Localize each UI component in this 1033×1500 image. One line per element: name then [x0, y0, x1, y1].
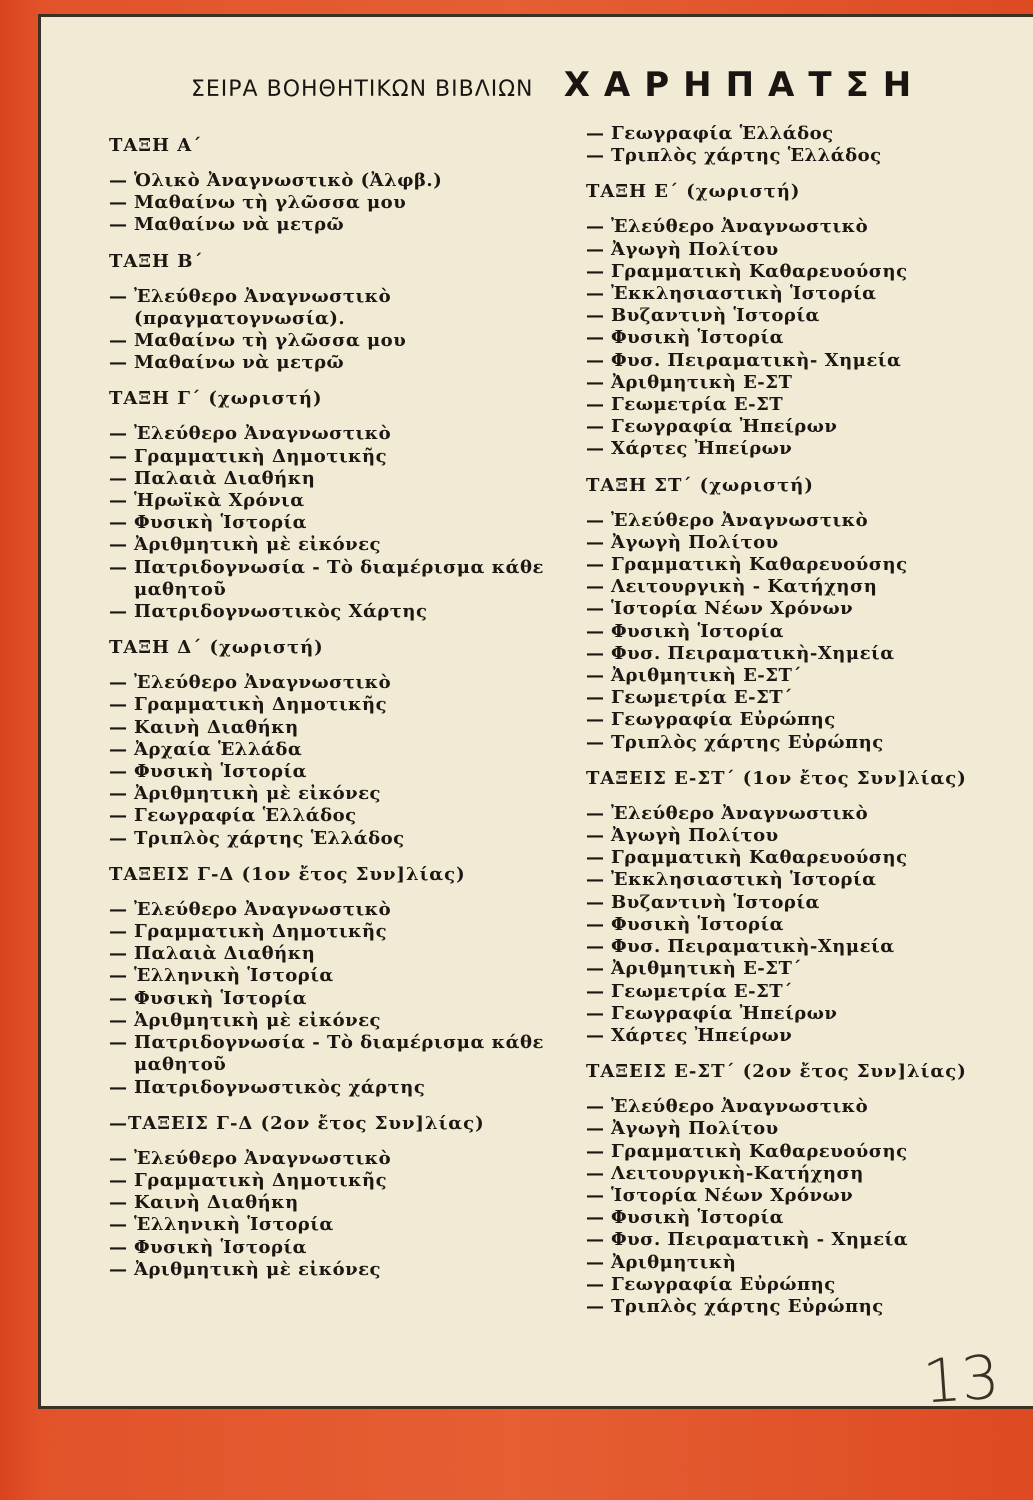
book-title: Γραμματικὴ Δημοτικῆς	[134, 694, 388, 716]
book-item	[109, 694, 569, 716]
book-title: Ἀριθμητικὴ μὲ εἰκόνες	[134, 1009, 382, 1031]
left-column	[109, 123, 569, 1295]
book-list	[586, 1096, 1026, 1318]
catalog-page	[38, 14, 1033, 1409]
book-item	[586, 1163, 1026, 1185]
book-item	[586, 1025, 1026, 1047]
grade-d-section	[109, 637, 569, 850]
book-item	[109, 1032, 569, 1076]
list-dash: —	[586, 1273, 605, 1295]
list-dash: —	[586, 1140, 605, 1162]
book-title: Ὁλικὸ Ἀναγνωστικὸ (Ἀλφβ.)	[134, 170, 443, 191]
book-item	[109, 1010, 569, 1032]
list-dash: —	[586, 509, 605, 531]
book-item	[586, 261, 1026, 283]
list-dash: —	[586, 1096, 605, 1118]
grade-b-section	[109, 251, 569, 375]
section-title: ΤΑΞΕΙΣ Ε-ΣΤ΄ (2ον ἔτος Συν]λίας)	[586, 1061, 967, 1083]
list-dash: —	[586, 1229, 605, 1251]
book-item	[109, 899, 569, 921]
book-item	[109, 761, 569, 783]
list-dash: —	[586, 1295, 605, 1317]
book-title: Ἀγωγὴ Πολίτου	[611, 531, 779, 553]
book-item	[586, 732, 1026, 754]
book-item	[109, 601, 569, 623]
list-dash: —	[109, 285, 128, 307]
list-dash: —	[586, 371, 605, 393]
book-item	[586, 283, 1026, 305]
list-dash: —	[586, 598, 605, 620]
book-item	[109, 783, 569, 805]
book-title: Ἀγωγὴ Πολίτου	[611, 1118, 779, 1140]
book-title: Βυζαντινὴ Ἱστορία	[611, 891, 820, 913]
book-title: Ἀριθμητικὴ Ε-ΣΤ΄	[611, 958, 802, 980]
list-dash: —	[586, 642, 605, 664]
book-item	[109, 921, 569, 943]
book-title: Φυσικὴ Ἱστορία	[134, 987, 308, 1009]
book-item	[109, 214, 569, 236]
book-title: Ἀριθμητικὴ μὲ εἰκόνες	[134, 1258, 382, 1280]
list-dash: —	[109, 1147, 128, 1169]
book-item	[586, 1207, 1026, 1229]
book-item	[109, 170, 569, 192]
book-item	[109, 423, 569, 445]
book-title: Γεωγραφία Ἠπείρων	[611, 416, 838, 438]
list-dash: —	[586, 936, 605, 958]
book-title: Πατριδογνωσία - Τὸ διαμέρισμα κάθε μαθητοῦ	[134, 556, 544, 600]
list-dash: —	[586, 283, 605, 305]
section-title: ΤΑΞΗ Ε΄ (χωριστή)	[586, 181, 801, 203]
book-title: Μαθαίνω νὰ μετρῶ	[134, 214, 345, 236]
book-list	[109, 672, 569, 850]
book-title: Γραμματικὴ Καθαρευούσης	[611, 260, 908, 282]
list-dash: —	[586, 216, 605, 238]
list-dash: —	[109, 1258, 128, 1280]
list-dash: —	[586, 913, 605, 935]
book-item	[586, 394, 1026, 416]
list-dash: —	[109, 1192, 128, 1214]
book-title: Ἐλεύθερο Ἀναγνωστικὸ	[134, 423, 392, 445]
book-title: Λειτουργικὴ - Κατήχηση	[611, 576, 878, 598]
book-item	[109, 330, 569, 352]
book-title: Φυσ. Πειραματικὴ - Χημεία	[611, 1229, 909, 1251]
book-item	[109, 286, 569, 330]
book-title: Γραμματικὴ Δημοτικῆς	[134, 921, 388, 943]
list-dash: —	[109, 1032, 128, 1054]
list-dash: —	[109, 783, 128, 805]
book-item	[586, 665, 1026, 687]
list-dash: —	[586, 687, 605, 709]
book-item	[109, 1148, 569, 1170]
section-title: ΤΑΞΕΙΣ Ε-ΣΤ΄ (1ον ἔτος Συν]λίας)	[586, 767, 967, 789]
book-item	[586, 598, 1026, 620]
book-title: Μαθαίνω τὴ γλῶσσα μου	[134, 192, 407, 214]
book-title: Φυσικὴ Ἱστορία	[134, 512, 308, 534]
book-title: Γραμματικὴ Δημοτικῆς	[134, 1169, 388, 1191]
section-title: ΤΑΞΗ Γ΄ (χωριστή)	[109, 388, 323, 410]
book-title: Γραμματικὴ Δημοτικῆς	[134, 445, 388, 467]
section-title: ΤΑΞΗ Β΄	[109, 250, 204, 272]
book-title: Γραμματικὴ Καθαρευούσης	[611, 554, 908, 576]
list-dash: —	[586, 731, 605, 753]
book-title: Φυσικὴ Ἱστορία	[611, 327, 785, 349]
list-dash: —	[109, 330, 128, 352]
book-item	[586, 1274, 1026, 1296]
book-title: Γεωμετρία Ε-ΣΤ΄	[611, 980, 793, 1002]
book-item	[109, 717, 569, 739]
book-item	[109, 739, 569, 761]
book-item	[586, 510, 1026, 532]
book-title: Φυσικὴ Ἱστορία	[611, 1207, 785, 1229]
book-item	[586, 327, 1026, 349]
book-item	[586, 958, 1026, 980]
book-item	[586, 1096, 1026, 1118]
right-column	[586, 123, 1026, 1332]
book-item	[109, 1170, 569, 1192]
list-dash: —	[586, 394, 605, 416]
book-title: Ἐλεύθερο Ἀναγνωστικὸ	[611, 802, 869, 824]
book-list	[109, 286, 569, 375]
list-dash: —	[109, 556, 128, 578]
list-dash: —	[586, 1251, 605, 1273]
list-dash: —	[109, 761, 128, 783]
list-dash: —	[109, 672, 128, 694]
book-item	[586, 914, 1026, 936]
book-list	[586, 803, 1026, 1047]
book-title: Ἑλληνικὴ Ἱστορία	[134, 965, 334, 987]
section-title: ΤΑΞΗ Α΄	[109, 135, 203, 156]
list-dash: —	[109, 534, 128, 556]
section-title: ΤΑΞΗ Δ΄ (χωριστή)	[109, 637, 324, 659]
list-dash: —	[586, 145, 605, 167]
list-dash: —	[586, 825, 605, 847]
book-title: Τριπλὸς χάρτης Ἑλλάδος	[611, 145, 882, 167]
list-dash: —	[586, 1024, 605, 1046]
book-title: Ἐκκλησιαστικὴ Ἱστορία	[611, 283, 877, 305]
book-item	[586, 1252, 1026, 1274]
book-item	[109, 805, 569, 827]
book-title: Γεωμετρία Ε-ΣΤ΄	[611, 687, 793, 709]
list-dash: —	[109, 214, 128, 236]
list-dash: —	[109, 827, 128, 849]
list-dash: —	[586, 1207, 605, 1229]
section-title: —ΤΑΞΕΙΣ Γ-Δ (2ον ἔτος Συν]λίας)	[109, 1112, 485, 1134]
book-item	[586, 825, 1026, 847]
book-title: Γραμματικὴ Καθαρευούσης	[611, 847, 908, 869]
list-dash: —	[586, 709, 605, 731]
page-number: 13	[920, 1342, 1002, 1418]
book-item	[586, 643, 1026, 665]
list-dash: —	[586, 531, 605, 553]
book-item	[109, 490, 569, 512]
book-item	[586, 350, 1026, 372]
book-item	[586, 1003, 1026, 1025]
list-dash: —	[586, 260, 605, 282]
list-dash: —	[586, 123, 605, 144]
book-item	[586, 416, 1026, 438]
book-item	[109, 1192, 569, 1214]
book-item	[109, 672, 569, 694]
list-dash: —	[109, 694, 128, 716]
book-item	[586, 145, 1026, 167]
book-item	[586, 1229, 1026, 1251]
book-title: Ἀριθμητικὴ μὲ εἰκόνες	[134, 783, 382, 805]
book-list	[586, 216, 1026, 460]
book-title: Ἐλεύθερο Ἀναγνωστικὸ	[611, 216, 869, 238]
list-dash: —	[586, 891, 605, 913]
list-dash: —	[109, 987, 128, 1009]
book-title: Παλαιὰ Διαθήκη	[134, 467, 316, 489]
book-item	[109, 988, 569, 1010]
book-item	[586, 1118, 1026, 1140]
book-item	[586, 216, 1026, 238]
grade-st-section	[586, 475, 1026, 754]
book-title: Καινὴ Διαθήκη	[134, 716, 299, 738]
book-item	[586, 981, 1026, 1003]
list-dash: —	[109, 1214, 128, 1236]
list-dash: —	[586, 554, 605, 576]
list-dash: —	[109, 423, 128, 445]
book-item	[586, 1296, 1026, 1318]
book-title: Καινὴ Διαθήκη	[134, 1192, 299, 1214]
book-item	[586, 892, 1026, 914]
list-dash: —	[109, 192, 128, 214]
book-title: Ἀριθμητικὴ	[611, 1251, 737, 1273]
book-title: Ἱστορία Νέων Χρόνων	[611, 598, 854, 620]
book-item	[586, 621, 1026, 643]
publisher-name: ΧΑΡΗΠΑΤΣΗ	[563, 65, 926, 105]
book-list	[109, 170, 569, 237]
list-dash: —	[109, 352, 128, 374]
book-title: Ἀριθμητικὴ Ε-ΣΤ	[611, 371, 793, 393]
book-title: Ἱστορία Νέων Χρόνων	[611, 1184, 854, 1206]
grade-e-section	[586, 181, 1026, 460]
book-title: Ἐλεύθερο Ἀναγνωστικὸ (πραγματογνωσία).	[134, 285, 392, 329]
list-dash: —	[109, 1236, 128, 1258]
list-dash: —	[586, 980, 605, 1002]
book-title: Ἀριθμητικὴ Ε-ΣΤ΄	[611, 665, 802, 687]
book-title: Ἀριθμητικὴ μὲ εἰκόνες	[134, 534, 382, 556]
book-title: Γεωγραφία Ἠπείρων	[611, 1002, 838, 1024]
list-dash: —	[109, 445, 128, 467]
book-item	[586, 709, 1026, 731]
book-title: Πατριδογνωσία - Τὸ διαμέρισμα κάθε μαθητοῦ	[134, 1032, 544, 1076]
book-item	[109, 1259, 569, 1281]
book-title: Τριπλὸς χάρτης Εὐρώπης	[611, 1295, 884, 1317]
book-list	[109, 423, 569, 623]
book-title: Ἀρχαία Ἑλλάδα	[134, 738, 303, 760]
book-item	[109, 1237, 569, 1259]
book-title: Μαθαίνω νὰ μετρῶ	[134, 352, 345, 374]
book-title: Χάρτες Ἠπείρων	[611, 438, 793, 460]
list-dash: —	[109, 467, 128, 489]
book-title: Πατριδογνωστικὸς Χάρτης	[134, 601, 428, 623]
list-dash: —	[586, 869, 605, 891]
book-item	[109, 557, 569, 601]
list-dash: —	[586, 1162, 605, 1184]
book-title: Ἐλεύθερο Ἀναγνωστικὸ	[134, 672, 392, 694]
book-title: Ἑλληνικὴ Ἱστορία	[134, 1214, 334, 1236]
list-dash: —	[586, 1002, 605, 1024]
grade-c-section	[109, 388, 569, 623]
grades-cd-year2-section	[109, 1113, 569, 1281]
book-item	[586, 123, 1026, 145]
grades-est-year2-section	[586, 1061, 1026, 1318]
book-title: Τριπλὸς χάρτης Εὐρώπης	[611, 731, 884, 753]
grades-cd-year1-section	[109, 864, 569, 1099]
list-dash: —	[109, 170, 128, 191]
book-item	[586, 1185, 1026, 1207]
list-dash: —	[109, 601, 128, 623]
book-item	[586, 576, 1026, 598]
book-item	[109, 1077, 569, 1099]
book-item	[109, 446, 569, 468]
book-item	[109, 534, 569, 556]
book-item	[109, 1214, 569, 1236]
book-item	[109, 512, 569, 534]
list-dash: —	[586, 1118, 605, 1140]
list-dash: —	[109, 805, 128, 827]
book-title: Ἐλεύθερο Ἀναγνωστικὸ	[611, 1096, 869, 1118]
book-title: Παλαιὰ Διαθήκη	[134, 943, 316, 965]
book-title: Φυσικὴ Ἱστορία	[134, 1236, 308, 1258]
list-dash: —	[109, 1009, 128, 1031]
book-title: Φυσ. Πειραματικὴ-Χημεία	[611, 936, 895, 958]
book-list	[109, 1148, 569, 1281]
book-title: Φυσ. Πειραματικὴ-Χημεία	[611, 642, 895, 664]
list-dash: —	[586, 620, 605, 642]
book-title: Γεωγραφία Εὐρώπης	[611, 709, 836, 731]
list-dash: —	[109, 738, 128, 760]
book-title: Ἐλεύθερο Ἀναγνωστικὸ	[134, 1147, 392, 1169]
list-dash: —	[109, 490, 128, 512]
series-label: ΣΕΙΡΑ ΒΟΗΘΗΤΙΚΩΝ ΒΙΒΛΙΩΝ	[191, 77, 534, 102]
book-item	[586, 1141, 1026, 1163]
book-item	[586, 803, 1026, 825]
book-item	[586, 532, 1026, 554]
book-item	[109, 468, 569, 490]
book-list	[586, 123, 1026, 167]
list-dash: —	[586, 665, 605, 687]
book-title: Γεωγραφία Εὐρώπης	[611, 1273, 836, 1295]
book-title: Ἐλεύθερο Ἀναγνωστικὸ	[134, 898, 392, 920]
list-dash: —	[586, 576, 605, 598]
book-title: Ἐκκλησιαστικὴ Ἱστορία	[611, 869, 877, 891]
book-item	[586, 847, 1026, 869]
list-dash: —	[586, 847, 605, 869]
book-title: Βυζαντινὴ Ἱστορία	[611, 305, 820, 327]
book-item	[586, 869, 1026, 891]
book-title: Φυσ. Πειραματικὴ- Χημεία	[611, 349, 902, 371]
book-item	[586, 239, 1026, 261]
list-dash: —	[586, 327, 605, 349]
book-title: Γεωμετρία Ε-ΣΤ	[611, 394, 784, 416]
book-title: Φυσικὴ Ἱστορία	[611, 620, 785, 642]
list-dash: —	[109, 512, 128, 534]
list-dash: —	[109, 943, 128, 965]
section-title: ΤΑΞΕΙΣ Γ-Δ (1ον ἔτος Συν]λίας)	[109, 863, 466, 885]
book-item	[586, 554, 1026, 576]
list-dash: —	[109, 965, 128, 987]
section-title: ΤΑΞΗ ΣΤ΄ (χωριστή)	[586, 474, 814, 496]
book-title: Ἐλεύθερο Ἀναγνωστικὸ	[611, 509, 869, 531]
list-dash: —	[586, 238, 605, 260]
book-title: Ἀγωγὴ Πολίτου	[611, 238, 779, 260]
book-title: Γεωγραφία Ἑλλάδος	[134, 805, 357, 827]
list-dash: —	[109, 921, 128, 943]
book-item	[109, 943, 569, 965]
list-dash: —	[586, 802, 605, 824]
book-title: Λειτουργικὴ-Κατήχηση	[611, 1162, 864, 1184]
book-item	[586, 372, 1026, 394]
list-dash: —	[109, 716, 128, 738]
book-item	[109, 965, 569, 987]
book-item	[586, 438, 1026, 460]
book-item	[109, 352, 569, 374]
book-title: Μαθαίνω τὴ γλῶσσα μου	[134, 330, 407, 352]
book-item	[109, 192, 569, 214]
book-title: Γεωγραφία Ἑλλάδος	[611, 123, 834, 144]
book-title: Πατριδογνωστικὸς χάρτης	[134, 1076, 426, 1098]
grade-d-continued-section	[586, 123, 1026, 167]
list-dash: —	[109, 1169, 128, 1191]
book-item	[586, 936, 1026, 958]
book-item	[109, 828, 569, 850]
list-dash: —	[586, 349, 605, 371]
book-title: Τριπλὸς χάρτης Ἑλλάδος	[134, 827, 405, 849]
book-item	[586, 305, 1026, 327]
grades-est-year1-section	[586, 768, 1026, 1047]
book-title: Ἀγωγὴ Πολίτου	[611, 825, 779, 847]
list-dash: —	[586, 1184, 605, 1206]
book-title: Γραμματικὴ Καθαρευούσης	[611, 1140, 908, 1162]
series-header	[191, 65, 1033, 105]
book-title: Φυσικὴ Ἱστορία	[611, 913, 785, 935]
list-dash: —	[586, 305, 605, 327]
list-dash: —	[586, 958, 605, 980]
list-dash: —	[109, 1076, 128, 1098]
book-list	[109, 899, 569, 1099]
list-dash: —	[109, 898, 128, 920]
book-title: Χάρτες Ἠπείρων	[611, 1024, 793, 1046]
book-list	[586, 510, 1026, 754]
book-title: Ἡρωϊκὰ Χρόνια	[134, 490, 305, 512]
grade-a-section	[109, 135, 569, 237]
list-dash: —	[586, 416, 605, 438]
book-item	[586, 687, 1026, 709]
book-title: Φυσικὴ Ἱστορία	[134, 761, 308, 783]
list-dash: —	[586, 438, 605, 460]
